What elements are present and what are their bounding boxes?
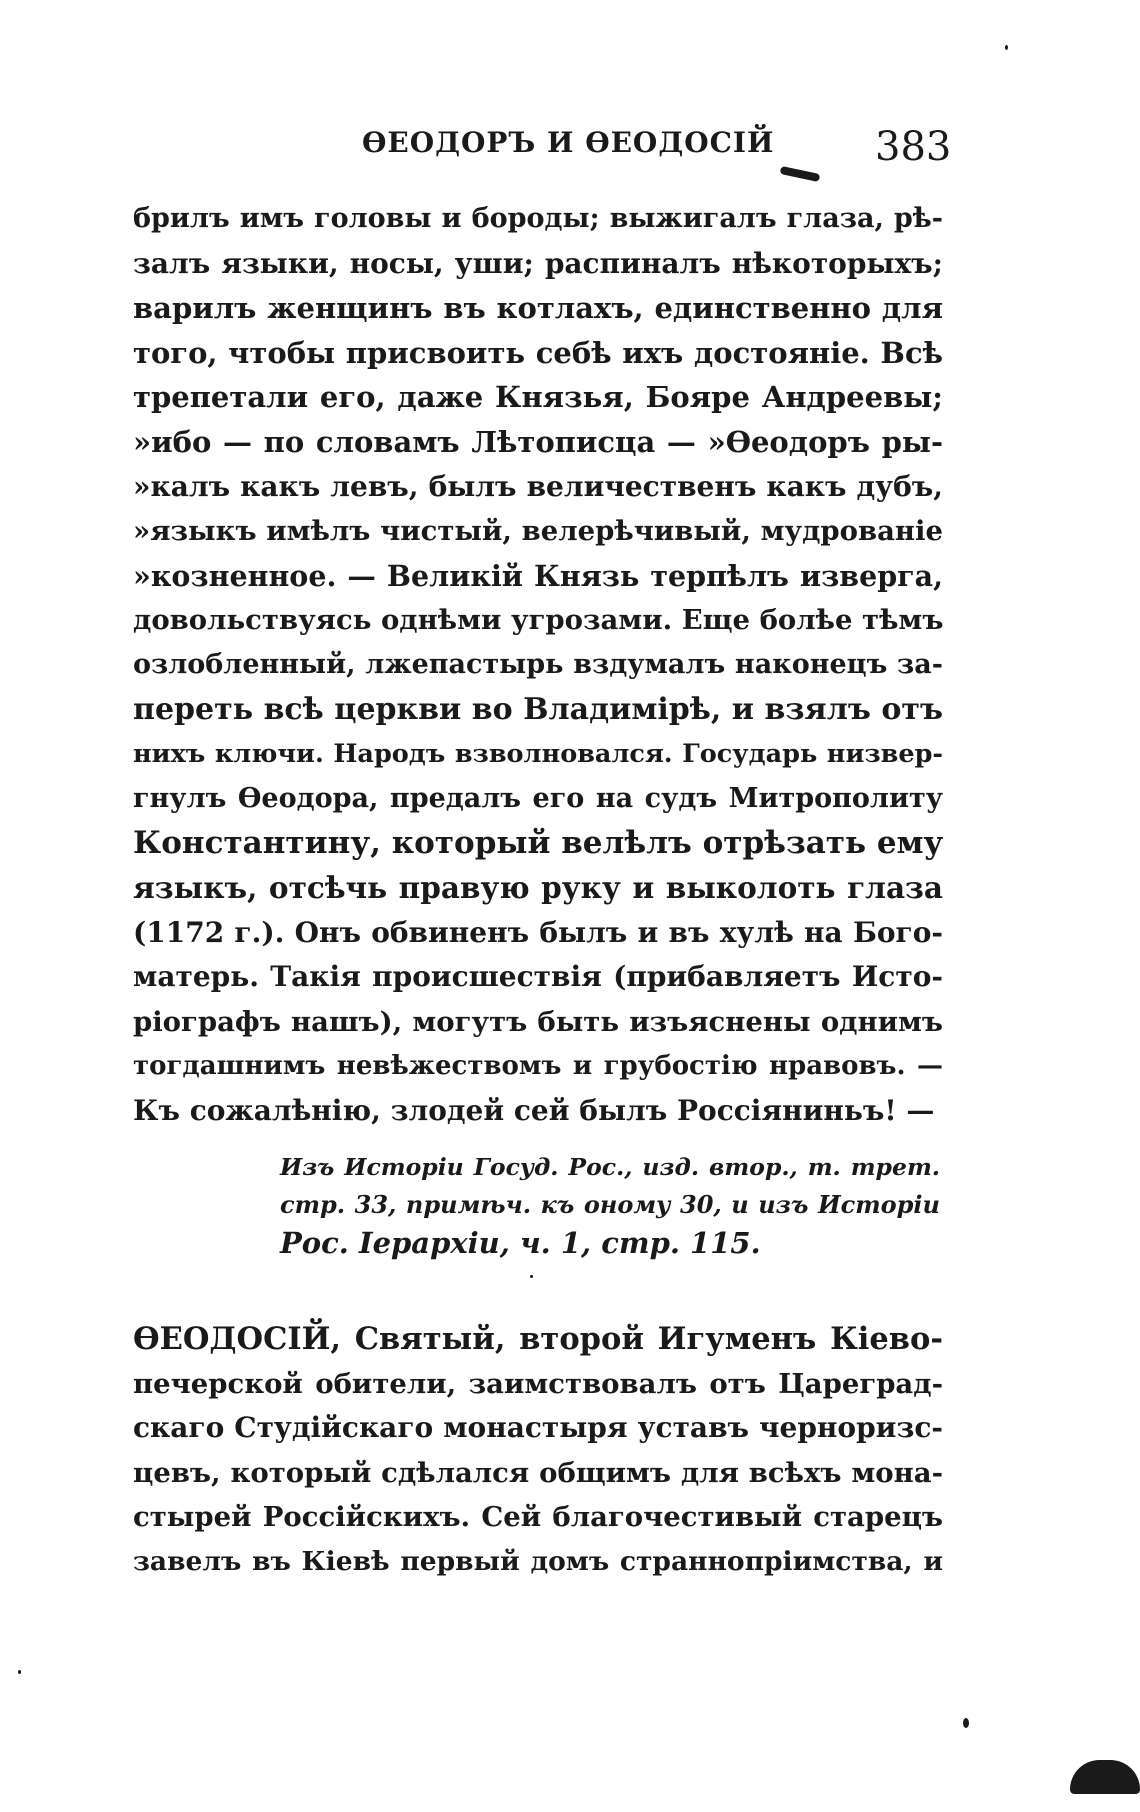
scan-speck xyxy=(963,1718,969,1728)
text-line: Константину, который велѣлъ отрѣзать ему xyxy=(133,825,944,862)
text-line: стырей Россійскихъ. Сей благочестивый старецъ xyxy=(133,1501,943,1534)
text-line: нихъ ключи. Народъ взволновался. Государь низвер- xyxy=(133,739,943,770)
running-header: ѲЕОДОРЪ И ѲЕОДОСІЙ xyxy=(362,126,775,159)
paragraph-theodore xyxy=(133,197,943,1133)
text-line: трепетали его, даже Князья, Бояре Андреевы; xyxy=(133,380,943,415)
text-line: переть всѣ церкви во Владимірѣ, и взялъ отъ xyxy=(133,691,943,727)
scan-speck xyxy=(1005,45,1008,50)
citation-line: Рос. Іерархіи, ч. 1, стр. 115. xyxy=(280,1226,761,1260)
page-number: 383 xyxy=(875,124,952,170)
text-line: »калъ какъ левъ, былъ величественъ какъ дубъ, xyxy=(133,469,943,503)
text-line: »языкъ имѣлъ чистый, велерѣчивый, мудрованіе xyxy=(133,515,943,548)
text-line: цевъ, который сдѣлался общимъ для всѣхъ мона- xyxy=(133,1456,943,1489)
text-line: тогдашнимъ невѣжествомъ и грубостію нравовъ. — xyxy=(133,1051,943,1082)
text-line: матерь. Такія происшествія (прибавляетъ Исто- xyxy=(133,960,943,994)
citation-line: Изъ Исторіи Госуд. Рос., изд. втор., т. трет. xyxy=(280,1153,940,1181)
citation-line: стр. 33, примѣч. къ оному 30, и изъ Исторіи xyxy=(280,1190,940,1219)
text-line: гнулъ Ѳеодора, предалъ его на судъ Митрополиту xyxy=(133,782,943,814)
text-line: залъ языки, носы, уши; распиналъ нѣкоторыхъ; xyxy=(133,246,943,280)
source-citation xyxy=(280,1148,940,1262)
text-line: озлобленный, лжепастырь вздумалъ наконецъ за- xyxy=(133,648,943,680)
print-mark xyxy=(780,166,821,182)
text-line: завелъ въ Кіевѣ первый домъ страннопріимства, и xyxy=(133,1545,943,1577)
text-line: печерской обители, заимствовалъ отъ Цареград- xyxy=(133,1367,943,1400)
text-line: варилъ женщинъ въ котлахъ, единственно для xyxy=(133,291,943,326)
text-line: довольствуясь однѣми угрозами. Еще болѣе тѣмъ xyxy=(133,604,944,637)
text-line: Къ сожалѣнію, злодей сей былъ Россіяниньъ! — xyxy=(133,1093,935,1127)
text-line: того, чтобы присвоить себѣ ихъ достояніе. Всѣ xyxy=(133,335,943,370)
text-line: языкъ, отсѣчь правую руку и выколоть глаза xyxy=(133,869,943,905)
scan-blot xyxy=(1070,1760,1140,1794)
text-line: брилъ имъ головы и бороды; выжигалъ глаза, рѣ- xyxy=(133,203,943,234)
text-line: скаго Студійскаго монастыря уставъ черноризс- xyxy=(133,1411,943,1445)
text-line: »ибо — по словамъ Лѣтописца — »Ѳеодоръ ры- xyxy=(133,424,943,459)
paragraph-theodosius xyxy=(133,1317,943,1585)
text-line: ѲЕОДОСІЙ, Святый, второй Игуменъ Кіево- xyxy=(133,1321,943,1357)
text-line: (1172 г.). Онъ обвиненъ былъ и въ хулѣ на Бого- xyxy=(133,915,943,949)
scan-speck xyxy=(530,1275,533,1278)
text-line: »козненное. — Великій Князь терпѣлъ изверга, xyxy=(133,558,943,593)
scan-speck xyxy=(18,1670,21,1674)
text-line: ріографъ нашъ), могутъ быть изъяснены однимъ xyxy=(133,1005,943,1038)
